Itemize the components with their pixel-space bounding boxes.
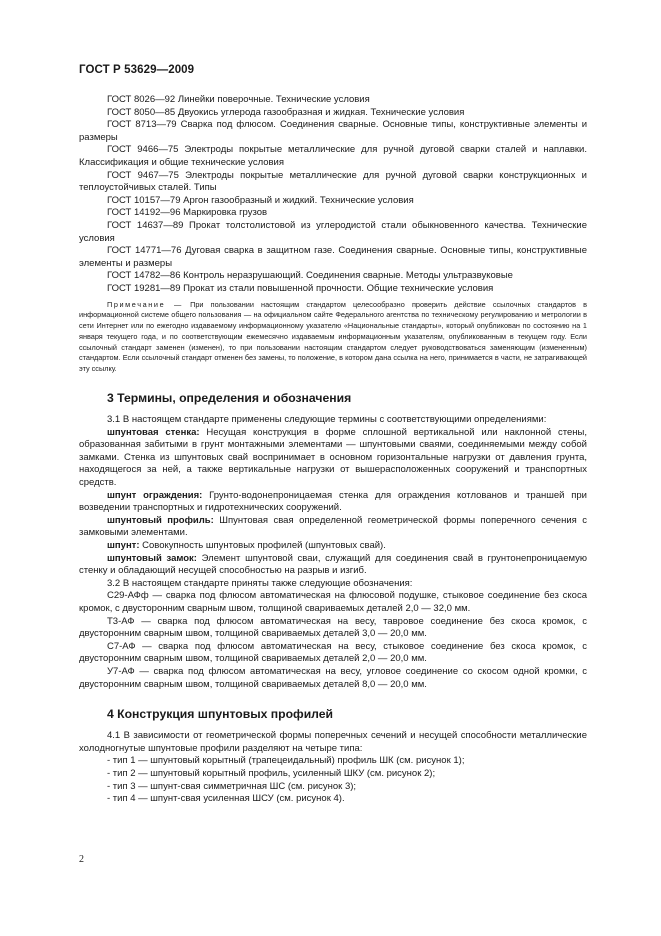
reference-item	[79, 170, 587, 195]
page-content	[79, 94, 587, 806]
designation-item: С29-АФф — сварка под флюсом автоматическая на флюсовой подушке, стыковое соединение без скоса кромок, с двусторонним сварным швом, толщиной свариваемых деталей 2,0 — 32,0 мм.	[79, 590, 587, 614]
reference-item	[79, 207, 587, 220]
reference-code: ГОСТ 14192—96	[107, 207, 181, 219]
section-3-intro-2: 3.2 В настоящем стандарте приняты также следующие обозначения:	[107, 577, 413, 589]
term-definition	[79, 515, 587, 540]
reference-code: ГОСТ 19281—89	[107, 282, 181, 294]
page-number: 2	[79, 854, 84, 865]
designation-item: У7-АФ — сварка под флюсом автоматическая на весу, угловое соединение со скосом одной кромки, с двусторонним сварным швом, толщиной свариваемых деталей 8,0 — 20,0 мм.	[79, 665, 587, 690]
note-text: При пользовании настоящим стандартом целесообразно проверить действие ссылочных стандартов в информационной системе общего пользования — на официальном сайте Федерального агентства по техническому регулированию и метрологии в сети Интернет или по ежегодно издаваемому информационному указателю «Национальные стандарты», который опубликован по состоянию на 1 января текущего года, и по соответствующим ежемесячно издаваемым информационным указателям, опубликованным в текущем году. Если ссылочный стандарт заменен (изменен), то при пользовании настоящим стандартом следует руководствоваться заменяющим (измененным) стандартом. Если ссылочный стандарт отменен без замены, то положение, в котором дана ссылка на него, принимается в части, не затрагивающей эту ссылку.	[79, 299, 587, 374]
term-text: Шпунтовая свая определенной геометрической формы поперечного сечения с замковыми элементами.	[79, 514, 587, 539]
reference-note	[79, 300, 587, 376]
reference-code: ГОСТ 9466—75	[107, 144, 179, 156]
list-item: - тип 1 — шпунтовый корытный (трапецеидальный) профиль ШК (см. рисунок 1);	[107, 755, 465, 767]
term-name: шпунтовый замок:	[107, 552, 197, 564]
reference-item	[79, 270, 587, 283]
reference-text: Сварка под флюсом. Соединения сварные. Основные типы, конструктивные элементы и размеры	[79, 119, 588, 143]
reference-code: ГОСТ 9467—75	[107, 169, 179, 181]
term-definition	[79, 553, 587, 578]
term-name: шпунт ограждения:	[107, 489, 203, 501]
section-4-title: 4 Конструкция шпунтовых профилей	[107, 707, 334, 722]
reference-code: ГОСТ 8050—85	[107, 106, 176, 118]
reference-item	[79, 220, 587, 245]
reference-item	[79, 283, 587, 296]
reference-item	[79, 144, 587, 169]
reference-code: ГОСТ 14771—76	[107, 245, 182, 257]
list-item: - тип 2 — шпунтовый корытный профиль, усиленный ШКУ (см. рисунок 2);	[107, 767, 436, 779]
term-text: Несущая конструкция в форме сплошной вертикальной или наклонной стены, образованная забитыми в грунт монтажными элементами — шпунтовыми сваями, соединяемыми между собой замками. Стенка из шпунтовых свай воспринимает в основном горизонтальные нагрузки от давления грунта, находящегося за ней, а также вертикальные нагрузки от вышерасположенных сооружений и транспортных средств.	[79, 426, 587, 489]
reference-code: ГОСТ 14637—89	[107, 219, 184, 231]
list-item: - тип 3 — шпунт-свая симметричная ШС (см. рисунок 3);	[107, 780, 357, 792]
reference-item	[79, 94, 587, 107]
reference-item	[79, 245, 587, 270]
reference-text: Электроды покрытые металлические для ручной дуговой сварки конструкционных и теплоустойчивых сталей. Типы	[79, 169, 587, 194]
designation-item: Т3-АФ — сварка под флюсом автоматическая на весу, тавровое соединение без скоса кромок, с двусторонним сварным швом, толщиной свариваемых деталей 3,0 — 20,0 мм.	[79, 615, 587, 640]
term-text: Совокупность шпунтовых профилей (шпунтовых свай).	[142, 540, 386, 552]
reference-text: Маркировка грузов	[183, 207, 268, 219]
term-definition	[79, 490, 587, 515]
page-header: ГОСТ Р 53629—2009	[79, 64, 195, 76]
reference-text: Аргон газообразный и жидкий. Технические условия	[183, 194, 414, 206]
reference-text: Линейки поверочные. Технические условия	[177, 94, 370, 105]
note-label: Примечание —	[107, 299, 183, 309]
reference-code: ГОСТ 10157—79	[107, 194, 181, 206]
section-3-title: 3 Термины, определения и обозначения	[107, 391, 352, 406]
reference-text: Электроды покрытые металлические для ручной дуговой сварки сталей и наплавки. Классификация и общие технические условия	[79, 144, 587, 168]
reference-item	[79, 195, 587, 208]
reference-text: Дуговая сварка в защитном газе. Соединения сварные. Основные типы, конструктивные элементы и размеры	[79, 245, 588, 269]
reference-item	[79, 107, 587, 120]
section-4-intro: 4.1 В зависимости от геометрической формы поперечных сечений и несущей способности металлические холодногнутые шпунтовые профили разделяют на четыре типа:	[79, 730, 587, 754]
reference-code: ГОСТ 14782—86	[107, 270, 181, 282]
reference-code: ГОСТ 8713—79	[107, 119, 177, 131]
reference-code: ГОСТ 8026—92	[107, 94, 176, 105]
reference-text: Контроль неразрушающий. Соединения сварные. Методы ультразвуковые	[183, 270, 513, 282]
section-3-intro: 3.1 В настоящем стандарте применены следующие термины с соответствующими определениями:	[107, 414, 547, 426]
designation-item: С7-АФ — сварка под флюсом автоматическая на весу, стыковое соединение без скоса кромок, с двусторонним сварным швом, толщиной свариваемых деталей 2,0 — 20,0 мм.	[79, 640, 587, 665]
term-text: Элемент шпунтовой сваи, служащий для соединения свай в грунтонепроницаемую стенку и обладающий несущей способностью на разрыв и изгиб.	[79, 552, 588, 577]
reference-text: Прокат толстолистовой из углеродистой стали обыкновенного качества. Технические условия	[79, 219, 587, 244]
reference-list	[79, 94, 587, 296]
term-text: Грунто-водонепроницаемая стенка для ограждения котлованов и траншей при возведении транспортных и гидротехнических сооружений.	[79, 489, 587, 514]
list-item: - тип 4 — шпунт-свая усиленная ШСУ (см. рисунок 4).	[107, 793, 345, 805]
term-name: шпунтовый профиль:	[107, 514, 214, 526]
term-name: шпунт:	[107, 540, 140, 552]
reference-item	[79, 119, 587, 144]
term-definition	[79, 427, 587, 490]
reference-text: Прокат из стали повышенной прочности. Общие технические условия	[183, 282, 494, 294]
term-definition	[79, 540, 587, 553]
reference-text: Двуокись углерода газообразная и жидкая. Технические условия	[177, 106, 465, 118]
term-name: шпунтовая стенка:	[107, 426, 200, 438]
